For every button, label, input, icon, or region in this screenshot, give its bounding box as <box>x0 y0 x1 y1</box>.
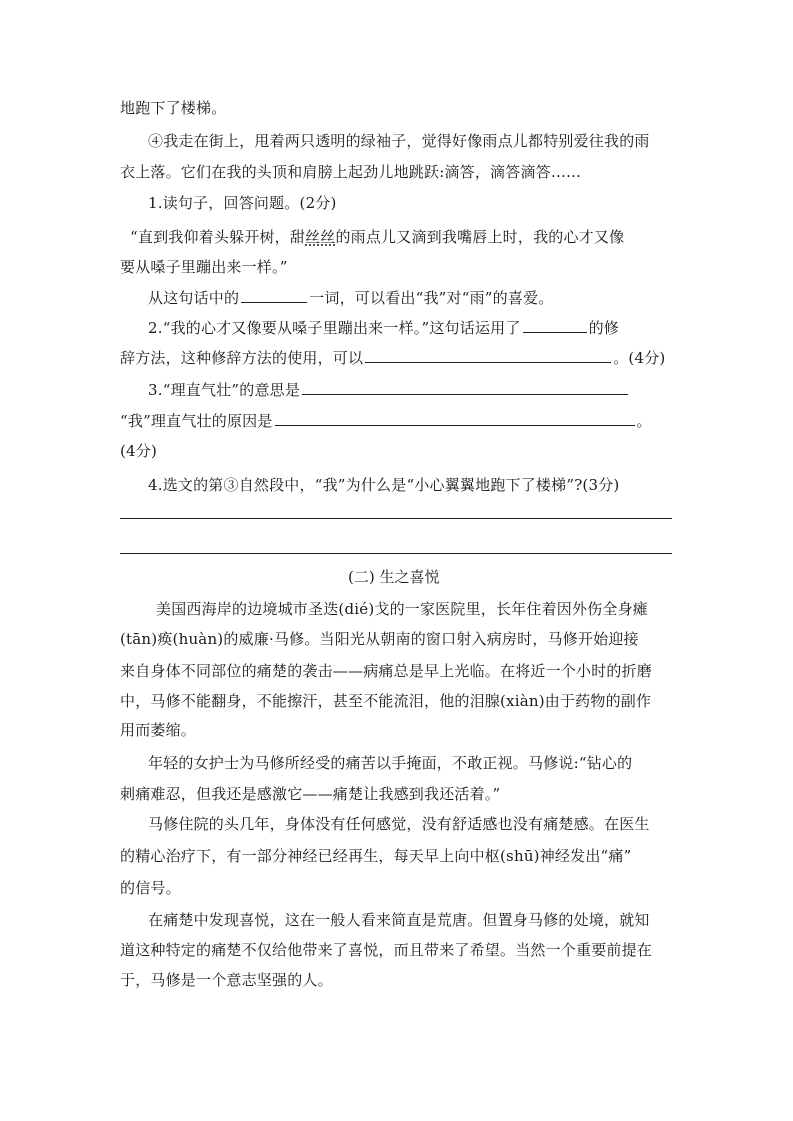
passage-line: 刺痛难忍，但我还是感激它——痛楚让我感到我还活着。” <box>120 785 501 803</box>
passage-line: 美国西海岸的边境城市圣迭(dié)戈的一家医院里，长年住着因外伤全身瘫 <box>156 600 648 618</box>
question-1-fill <box>148 288 553 308</box>
passage-line: (tān)痪(huàn)的威廉·马修。当阳光从朝南的窗口射入病房时，马修开始迎接 <box>120 630 639 648</box>
question-1-heading: 1.读句子，回答问题。(2分) <box>148 194 337 212</box>
passage-line: 来自身体不同部位的痛楚的袭击——病痛总是早上光临。在将近一个小时的折磨 <box>120 662 653 680</box>
quote-text: “直到我仰着头躲开树，甜 <box>130 228 306 246</box>
question-text: 辞方法，这种修辞方法的使用，可以 <box>120 349 364 367</box>
fill-text: 一词，可以看出“我”对“雨”的喜爱。 <box>309 289 554 307</box>
passage-line: 的精心治疗下，有一部分神经已经再生，每天早上向中枢(shū)神经发出“痛” <box>120 847 632 865</box>
passage-line: 年轻的女护士为马修所经受的痛苦以手掩面，不敢正视。马修说:“钻心的 <box>148 754 633 772</box>
question-text: 的修 <box>588 319 619 337</box>
passage-line: 用而萎缩。 <box>120 721 197 739</box>
passage-line: 道这种特定的痛楚不仅给他带来了喜悦，而且带来了希望。当然一个重要前提在 <box>120 941 653 959</box>
question-text: 。 <box>636 412 652 430</box>
passage-line: 衣上落。它们在我的头顶和肩膀上起劲儿地跳跃:滴答，滴答滴答…… <box>120 163 582 181</box>
answer-line[interactable] <box>120 518 672 519</box>
question-text: 3.“理直气壮”的意思是 <box>148 381 301 399</box>
passage-line: 中，马修不能翻身，不能擦汗，甚至不能流泪，他的泪腺(xiàn)由于药物的副作 <box>120 692 652 710</box>
question-text: 2.“我的心才又像要从嗓子里蹦出来一样。”这句话运用了 <box>148 319 521 337</box>
passage-line: 于，马修是一个意志坚强的人。 <box>120 971 333 989</box>
answer-blank[interactable] <box>302 380 628 395</box>
answer-blank[interactable] <box>365 348 611 363</box>
passage-line: 的信号。 <box>120 879 181 897</box>
question-2-line2 <box>120 348 665 368</box>
answer-line[interactable] <box>120 553 672 554</box>
question-4: 4.选文的第③自然段中，“我”为什么是“小心翼翼地跑下了楼梯”?(3分) <box>148 476 620 494</box>
question-3 <box>148 380 630 400</box>
answer-blank[interactable] <box>523 318 587 333</box>
question-3-score: (4分) <box>120 442 158 460</box>
passage-line: 地跑下了楼梯。 <box>120 99 227 117</box>
question-text: “我”理直气壮的原因是 <box>120 412 273 430</box>
answer-blank[interactable] <box>241 288 307 303</box>
emphasized-word: 丝丝 <box>305 228 336 246</box>
fill-text: 从这句话中的 <box>148 289 240 307</box>
quote-text: 的雨点儿又滴到我嘴唇上时，我的心才又像 <box>335 228 625 246</box>
passage-line: 马修住院的头几年，身体没有任何感觉，没有舒适感也没有痛楚感。在医生 <box>148 815 650 833</box>
question-1-quote <box>130 227 624 247</box>
question-text: 。(4分) <box>613 349 666 367</box>
passage-line: ④我走在街上，甩着两只透明的绿袖子，觉得好像雨点儿都特别爱往我的雨 <box>148 132 650 150</box>
question-3-line2 <box>120 411 652 431</box>
answer-blank[interactable] <box>275 411 635 426</box>
question-1-quote-line2: 要从嗓子里蹦出来一样。” <box>120 258 288 276</box>
question-2 <box>148 318 619 338</box>
passage-line: 在痛楚中发现喜悦，这在一般人看来简直是荒唐。但置身马修的处境，就知 <box>148 911 650 929</box>
passage-title: (二) 生之喜悦 <box>348 568 440 586</box>
